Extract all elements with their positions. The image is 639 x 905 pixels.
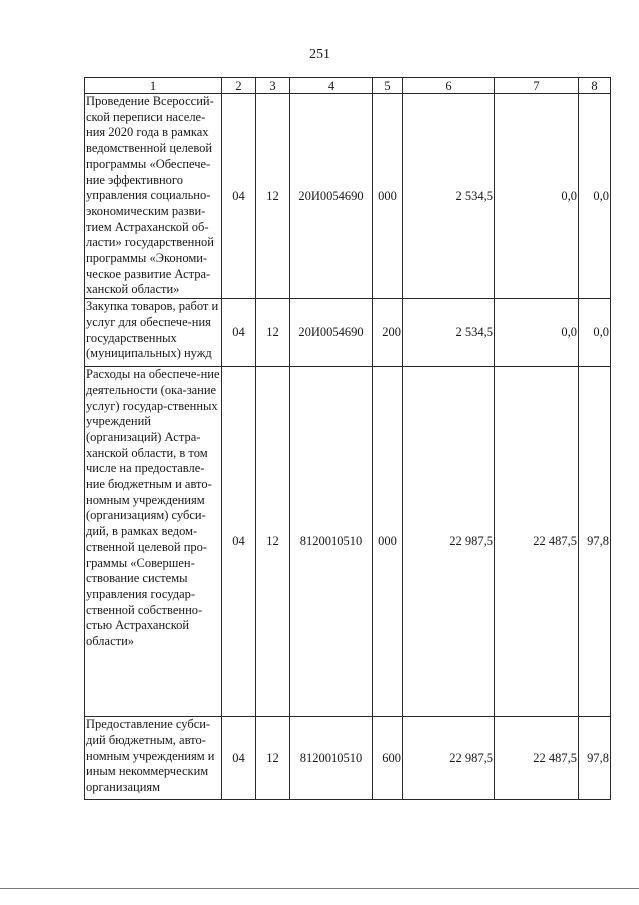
subsection-code: 12 — [256, 717, 290, 800]
column-header: 7 — [495, 78, 579, 94]
target-article-code: 20И0054690 — [290, 94, 373, 299]
table-row — [85, 299, 611, 367]
expense-type-code: 000 — [373, 367, 403, 717]
actual-amount: 22 487,5 — [495, 367, 579, 717]
section-code: 04 — [222, 94, 256, 299]
column-header: 8 — [579, 78, 611, 94]
row-description: Предоставление субси-дий бюджетным, авто-номным учреждениям и иным некоммерческим организациям — [85, 717, 222, 800]
table-row — [85, 367, 611, 717]
page-number: 251 — [309, 47, 330, 62]
row-description: Закупка товаров, работ и услуг для обеспече-ния государственных (муниципальных) нужд — [85, 299, 222, 367]
execution-percent: 0,0 — [579, 94, 611, 299]
table-row — [85, 94, 611, 299]
execution-percent: 0,0 — [579, 299, 611, 367]
subsection-code: 12 — [256, 367, 290, 717]
page-bottom-divider — [0, 888, 639, 889]
row-description: Проведение Всероссий-ской переписи населе-ния 2020 года в рамках ведомственной целевой программы «Обеспече-ние эффективного управления социально-экономическим разви-тием Астраханской об-ласти» государственной программы «Экономи-ческое развитие Астра-ханской области» — [85, 94, 222, 299]
section-code: 04 — [222, 717, 256, 800]
row-description: Расходы на обеспече-ние деятельности (ока-зание услуг) государ-ственных учреждений (организаций) Астра-ханской области, в том числе на предоставле-ние бюджетным и авто-номным учреждениям (организациям) субси-дий, в рамках ведом-ственной целевой про-граммы «Совершен-ствование системы управления государ-ственной собственно-стью Астраханской области» — [85, 367, 222, 717]
column-header: 6 — [403, 78, 495, 94]
actual-amount: 0,0 — [495, 299, 579, 367]
budget-table — [84, 77, 611, 800]
target-article-code: 8120010510 — [290, 367, 373, 717]
subsection-code: 12 — [256, 299, 290, 367]
target-article-code: 8120010510 — [290, 717, 373, 800]
expense-type-code: 000 — [373, 94, 403, 299]
section-code: 04 — [222, 299, 256, 367]
actual-amount: 0,0 — [495, 94, 579, 299]
execution-percent: 97,8 — [579, 717, 611, 800]
column-header: 5 — [373, 78, 403, 94]
column-header: 3 — [256, 78, 290, 94]
actual-amount: 22 487,5 — [495, 717, 579, 800]
column-header: 1 — [85, 78, 222, 94]
table-row — [85, 717, 611, 800]
execution-percent: 97,8 — [579, 367, 611, 717]
subsection-code: 12 — [256, 94, 290, 299]
target-article-code: 20И0054690 — [290, 299, 373, 367]
table-header-row — [85, 78, 611, 94]
planned-amount: 2 534,5 — [403, 94, 495, 299]
expense-type-code: 600 — [373, 717, 403, 800]
column-header: 2 — [222, 78, 256, 94]
expense-type-code: 200 — [373, 299, 403, 367]
planned-amount: 22 987,5 — [403, 717, 495, 800]
section-code: 04 — [222, 367, 256, 717]
planned-amount: 22 987,5 — [403, 367, 495, 717]
planned-amount: 2 534,5 — [403, 299, 495, 367]
column-header: 4 — [290, 78, 373, 94]
